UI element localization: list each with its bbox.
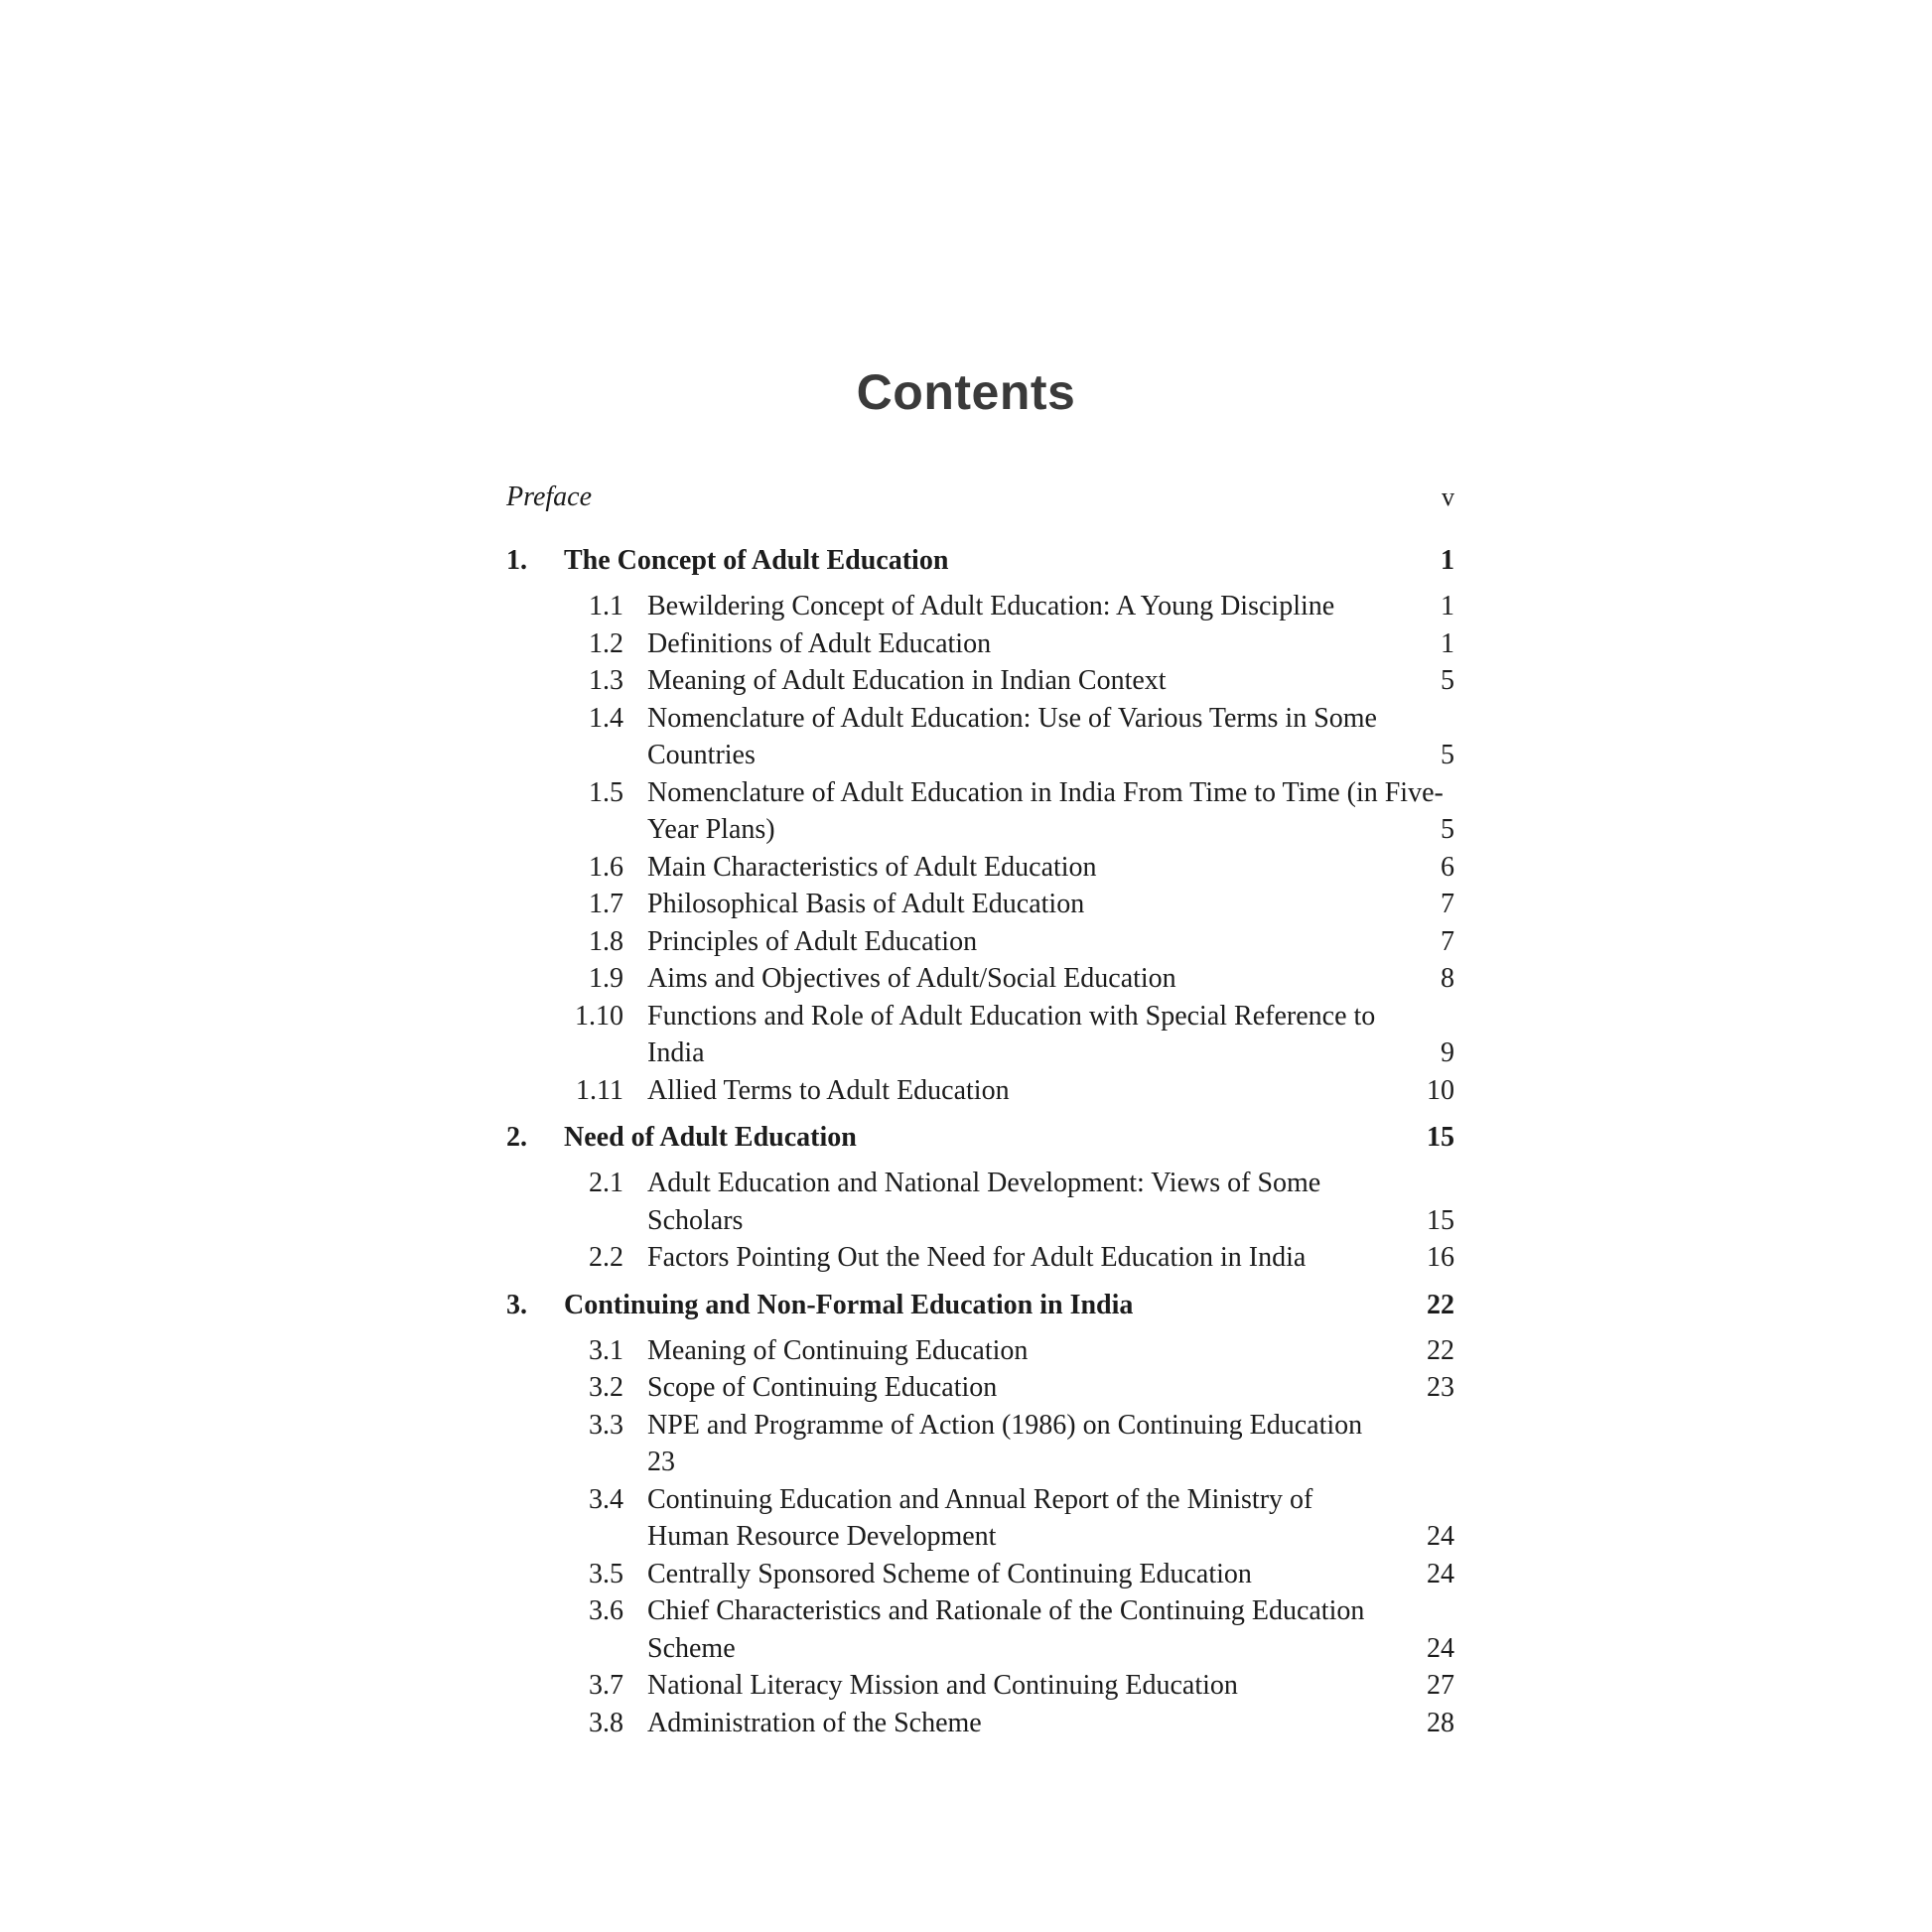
section-entry [564,1332,1464,1370]
section-number: 1.7 [589,889,623,919]
section-entry [564,1239,1464,1277]
section-title: Definitions of Adult Education [647,627,992,659]
section-title: Principles of Adult Education [647,925,978,957]
section-page: 9 [1441,1037,1454,1068]
section-page: 1 [1441,627,1454,659]
section-number: 2.1 [589,1168,623,1198]
section-number: 1.1 [589,591,623,621]
section-entry [564,1592,1464,1667]
section-title: Centrally Sponsored Scheme of Continuing Education [647,1558,1252,1589]
chapter-number: 3. [506,1289,527,1320]
section-page: 28 [1427,1707,1454,1738]
section-page: 15 [1427,1204,1454,1236]
section-number: 3.6 [589,1595,623,1626]
section-entry [564,1667,1464,1705]
section-page: 7 [1441,889,1454,919]
section-number: 3.5 [589,1558,623,1589]
page-title: Contents [856,364,1076,420]
section-title: Continuing Education and Annual Report of the Ministry of Human Resource Development [647,1483,1313,1552]
chapter-heading [506,542,1464,584]
section-number: 1.10 [575,1000,623,1032]
section-title: Meaning of Continuing Education [647,1334,1029,1366]
section-entry [564,1705,1464,1742]
chapter-number: 2. [506,1122,527,1153]
section-title: Scope of Continuing Education [647,1372,998,1403]
section-number: 1.4 [589,702,623,734]
chapter-1 [506,542,1464,1109]
section-number: 3.1 [589,1334,623,1366]
section-number: 3.8 [589,1707,623,1738]
section-number: 2.2 [589,1242,623,1273]
section-page: 7 [1441,925,1454,957]
section-entry [564,886,1464,923]
section-page: 5 [1441,814,1454,845]
section-page: 5 [1441,740,1454,770]
section-entry [564,700,1464,774]
section-title: Nomenclature of Adult Education: Use of Various Terms in Some Countries [647,702,1377,770]
section-entry [564,774,1464,849]
section-title: Factors Pointing Out the Need for Adult Education in India [647,1242,1307,1273]
section-entry [564,849,1464,887]
section-entry [564,1072,1464,1110]
chapter-page: 22 [1427,1289,1454,1320]
section-page: 1 [1441,591,1454,621]
section-page: 8 [1441,963,1454,994]
chapter-2 [506,1119,1464,1277]
section-title: Chief Characteristics and Rationale of the Continuing Education Scheme [647,1595,1365,1664]
section-title: NPE and Programme of Action (1986) on Continuing Education [647,1409,1363,1441]
chapter-3 [506,1287,1464,1742]
section-page: 16 [1427,1242,1454,1273]
section-page: 24 [1427,1632,1454,1664]
chapter-title: Continuing and Non-Formal Education in India [564,1289,1134,1320]
section-title: Administration of the Scheme [647,1707,982,1738]
section-entry [564,1369,1464,1407]
section-page: 22 [1427,1334,1454,1366]
section-title: Nomenclature of Adult Education in India From Time to Time (in Five-Year Plans) [647,776,1444,845]
section-entry [564,1165,1464,1239]
section-number: 1.8 [589,925,623,957]
section-number: 1.2 [589,627,623,659]
section-entry [564,1556,1464,1593]
section-entry [564,960,1464,998]
section-entry [564,923,1464,961]
section-number: 1.6 [589,851,623,883]
section-title: Aims and Objectives of Adult/Social Education [647,963,1176,994]
chapter-title: The Concept of Adult Education [564,545,949,576]
section-page: 27 [1427,1670,1454,1701]
chapter-number: 1. [506,545,527,576]
section-page: 6 [1441,851,1454,883]
section-number: 1.11 [576,1074,623,1106]
table-of-contents [506,479,1464,1751]
section-number: 1.9 [589,963,623,994]
section-title: Philosophical Basis of Adult Education [647,889,1085,919]
chapter-heading [506,1287,1464,1328]
section-number: 3.4 [589,1483,623,1515]
section-page: 24 [1427,1558,1454,1589]
section-page: 24 [1427,1521,1454,1552]
section-page: 23 [647,1447,675,1477]
section-entry [564,1481,1464,1556]
section-number: 3.2 [589,1372,623,1403]
section-page: 23 [1427,1372,1454,1403]
preface-page: v [1442,483,1454,511]
section-entry [564,625,1464,663]
section-title: Main Characteristics of Adult Education [647,851,1097,883]
chapter-heading [506,1119,1464,1161]
section-number: 3.7 [589,1670,623,1701]
section-title: National Literacy Mission and Continuing Education [647,1670,1238,1701]
chapter-page: 15 [1427,1122,1454,1153]
chapter-title: Need of Adult Education [564,1122,857,1153]
section-entry [564,998,1464,1072]
preface-label: Preface [506,482,593,512]
section-page: 5 [1441,665,1454,696]
section-title: Functions and Role of Adult Education with Special Reference to India [647,1000,1376,1068]
section-entry [564,588,1464,625]
section-entry [564,1407,1464,1481]
section-page: 10 [1427,1074,1454,1106]
section-title: Adult Education and National Development: Views of Some Scholars [647,1168,1321,1236]
chapter-page: 1 [1441,545,1454,576]
chapter-list [506,542,1464,1741]
section-title: Meaning of Adult Education in Indian Context [647,665,1167,696]
section-title: Allied Terms to Adult Education [647,1074,1010,1106]
section-entry [564,662,1464,700]
section-number: 1.3 [589,665,623,696]
section-number: 1.5 [589,776,623,808]
preface-entry [506,479,1464,518]
section-title: Bewildering Concept of Adult Education: A Young Discipline [647,591,1335,621]
section-number: 3.3 [589,1409,623,1441]
